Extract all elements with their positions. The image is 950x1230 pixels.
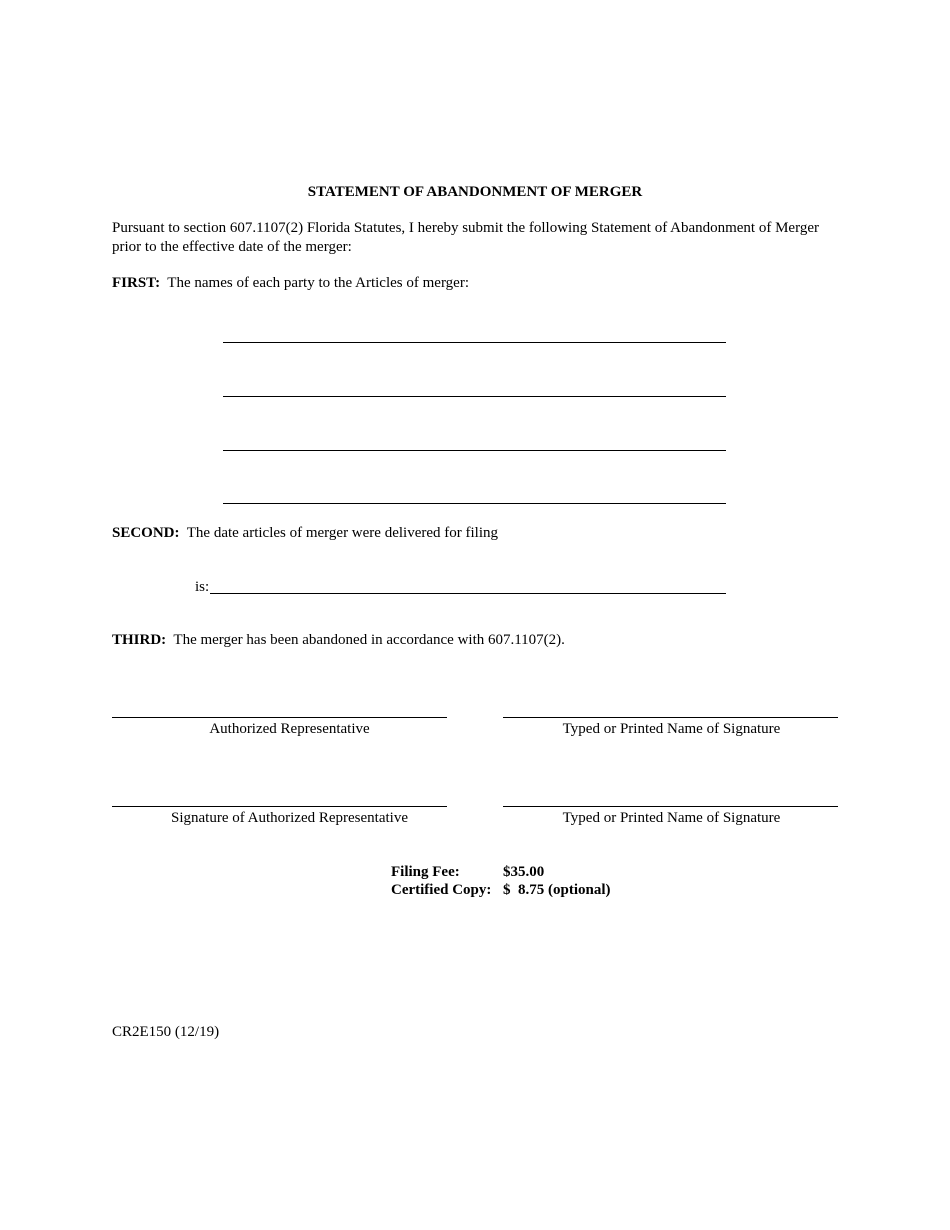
second-label: SECOND: <box>112 525 180 541</box>
signature-caption: Signature of Authorized Representative <box>170 810 408 826</box>
party-name-line-1[interactable] <box>223 342 726 343</box>
filing-date-line[interactable] <box>210 593 726 594</box>
second-text: The date articles of merger were delivered for filing <box>186 525 498 541</box>
authorized-representative-line[interactable] <box>112 717 447 718</box>
filing-fee-value: $35.00 <box>503 864 545 880</box>
printed-name-caption-2: Typed or Printed Name of Signature <box>562 810 781 826</box>
filing-fee-label: Filing Fee: <box>391 864 460 880</box>
certified-copy-value: $ 8.75 (optional) <box>503 882 611 898</box>
second-section <box>112 524 498 542</box>
intro-paragraph: Pursuant to section 607.1107(2) Florida Statutes, I hereby submit the following Statement of Abandonment of Merger prior to the effective date of the merger: <box>112 220 819 255</box>
first-text: The names of each party to the Articles of merger: <box>167 275 469 291</box>
first-label: FIRST: <box>112 275 161 291</box>
party-name-line-2[interactable] <box>223 396 726 397</box>
signature-line[interactable] <box>112 806 447 807</box>
party-name-line-3[interactable] <box>223 450 726 451</box>
filing-date-label: is: <box>195 579 210 595</box>
first-section <box>112 274 469 292</box>
printed-name-caption-1: Typed or Printed Name of Signature <box>562 721 781 737</box>
authorized-representative-caption: Authorized Representative <box>209 721 370 737</box>
party-name-line-4[interactable] <box>223 503 726 504</box>
certified-copy-label: Certified Copy: <box>391 882 492 898</box>
third-label: THIRD: <box>112 632 167 648</box>
form-code: CR2E150 (12/19) <box>112 1024 220 1040</box>
printed-name-line-1[interactable] <box>503 717 838 718</box>
third-section <box>112 631 565 649</box>
third-text: The merger has been abandoned in accordance with 607.1107(2). <box>173 632 565 648</box>
page-title: STATEMENT OF ABANDONMENT OF MERGER <box>307 184 643 200</box>
printed-name-line-2[interactable] <box>503 806 838 807</box>
